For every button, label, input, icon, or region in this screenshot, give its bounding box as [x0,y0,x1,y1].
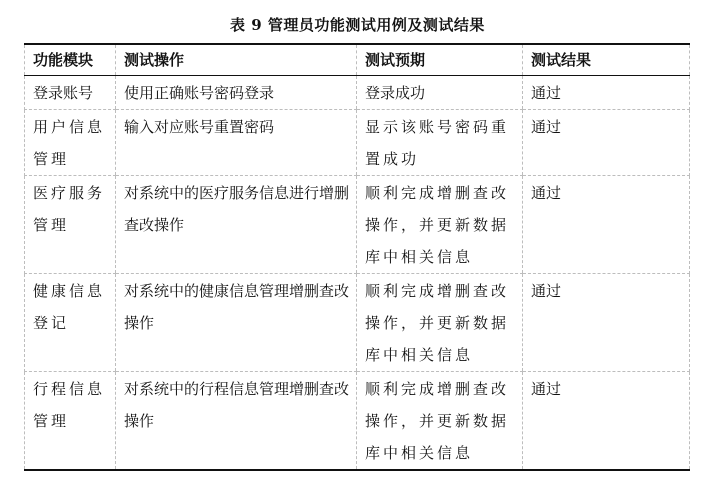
cell-result: 通过 [523,110,690,176]
cell-expected: 顺利完成增删查改操作，并更新数据库中相关信息 [357,176,523,274]
cell-expected: 登录成功 [357,76,523,110]
cell-result: 通过 [523,76,690,110]
cell-operation: 对系统中的健康信息管理增删查改操作 [116,274,357,372]
cell-module: 健康信息登记 [25,274,116,372]
table-row [25,176,690,274]
cell-operation: 对系统中的行程信息管理增删查改操作 [116,372,357,471]
cell-expected: 顺利完成增删查改操作，并更新数据库中相关信息 [357,372,523,471]
table-row [25,76,690,110]
cell-operation: 输入对应账号重置密码 [116,110,357,176]
cell-operation: 对系统中的医疗服务信息进行增删查改操作 [116,176,357,274]
header-result: 测试结果 [523,44,690,76]
header-operation: 测试操作 [116,44,357,76]
cell-operation: 使用正确账号密码登录 [116,76,357,110]
test-case-table [24,43,690,471]
cell-expected: 顺利完成增删查改操作，并更新数据库中相关信息 [357,274,523,372]
cell-expected: 显示该账号密码重置成功 [357,110,523,176]
cell-module: 行程信息管理 [25,372,116,471]
table-row [25,372,690,471]
table-caption: 表 9 管理员功能测试用例及测试结果 [230,16,485,34]
table-row [25,110,690,176]
table-row [25,274,690,372]
header-module: 功能模块 [25,44,116,76]
cell-module: 医疗服务管理 [25,176,116,274]
header-expected: 测试预期 [357,44,523,76]
cell-module: 用户信息管理 [25,110,116,176]
cell-result: 通过 [523,372,690,471]
cell-result: 通过 [523,176,690,274]
table-header-row [25,44,690,76]
cell-module: 登录账号 [25,76,116,110]
cell-result: 通过 [523,274,690,372]
